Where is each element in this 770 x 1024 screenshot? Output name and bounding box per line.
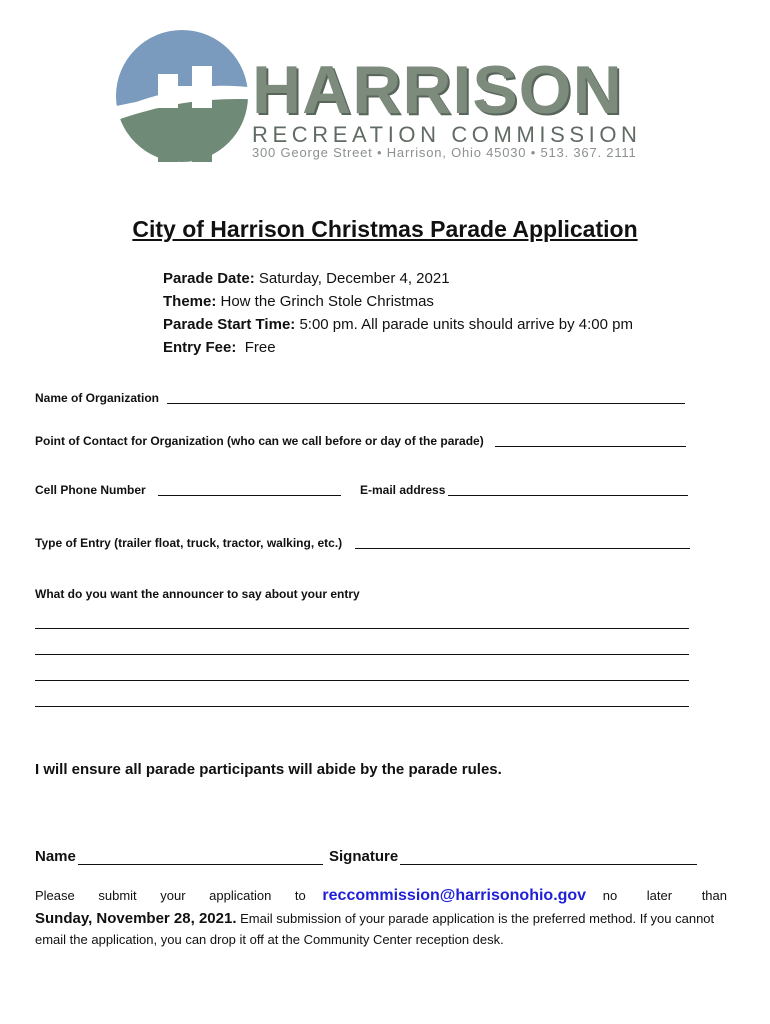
brand-name: HARRISON — [252, 52, 623, 128]
email-label: E-mail address — [360, 483, 446, 497]
page-title: City of Harrison Christmas Parade Application — [132, 216, 638, 242]
announcer-input-line-4[interactable] — [35, 706, 689, 707]
brand-address: 300 George Street • Harrison, Ohio 45030 • 513. 367. 2111 — [252, 145, 637, 160]
detail-start-time — [163, 316, 633, 334]
detail-label: Parade Date: — [163, 270, 255, 287]
email-input-line[interactable] — [448, 495, 688, 496]
cell-phone-label: Cell Phone Number — [35, 483, 146, 497]
detail-label: Parade Start Time: — [163, 316, 296, 333]
detail-parade-date — [163, 270, 450, 288]
detail-label: Entry Fee: — [163, 339, 237, 356]
name-input-line[interactable] — [78, 864, 323, 865]
detail-value: Saturday, December 4, 2021 — [254, 270, 450, 287]
detail-value: Free — [236, 339, 276, 356]
announcer-label: What do you want the announcer to say about your entry — [35, 587, 360, 601]
organization-input-line[interactable] — [167, 403, 685, 404]
agreement-statement: I will ensure all parade participants will abide by the parade rules. — [35, 761, 502, 778]
submission-email-link[interactable]: reccommission@harrisonohio.gov — [322, 887, 587, 904]
instructions-rest: Email submission of your parade application is the preferred method. If you cannot email the application, you can drop it off at the Community Center reception desk. — [35, 910, 715, 948]
brand-subtitle: RECREATION COMMISSION — [252, 122, 642, 147]
signature-input-line[interactable] — [400, 864, 697, 865]
submission-instructions — [35, 884, 727, 950]
instructions-first-line — [35, 884, 727, 909]
instructions-lead: Please submit your application to — [35, 888, 306, 903]
name-label: Name — [35, 848, 76, 865]
detail-entry-fee — [163, 339, 276, 357]
signature-label: Signature — [329, 848, 399, 865]
instructions-continued — [35, 907, 727, 950]
detail-theme — [163, 293, 434, 311]
detail-value: How the Grinch Stole Christmas — [216, 293, 434, 310]
contact-label: Point of Contact for Organization (who can we call before or day of the parade) — [35, 434, 484, 448]
submission-deadline: Sunday, November 28, 2021. — [35, 909, 237, 927]
announcer-input-line-2[interactable] — [35, 654, 689, 655]
instructions-after-email: no later than — [602, 888, 727, 903]
entry-type-label: Type of Entry (trailer float, truck, tractor, walking, etc.) — [35, 536, 343, 550]
announcer-input-line-1[interactable] — [35, 628, 689, 629]
detail-label: Theme: — [163, 293, 217, 310]
detail-value: 5:00 pm. All parade units should arrive by 4:00 pm — [295, 316, 633, 333]
contact-input-line[interactable] — [495, 446, 686, 447]
announcer-input-line-3[interactable] — [35, 680, 689, 681]
cell-phone-input-line[interactable] — [158, 495, 341, 496]
organization-label: Name of Organization — [35, 391, 160, 405]
harrison-logo-emblem — [96, 30, 268, 162]
entry-type-input-line[interactable] — [355, 548, 690, 549]
